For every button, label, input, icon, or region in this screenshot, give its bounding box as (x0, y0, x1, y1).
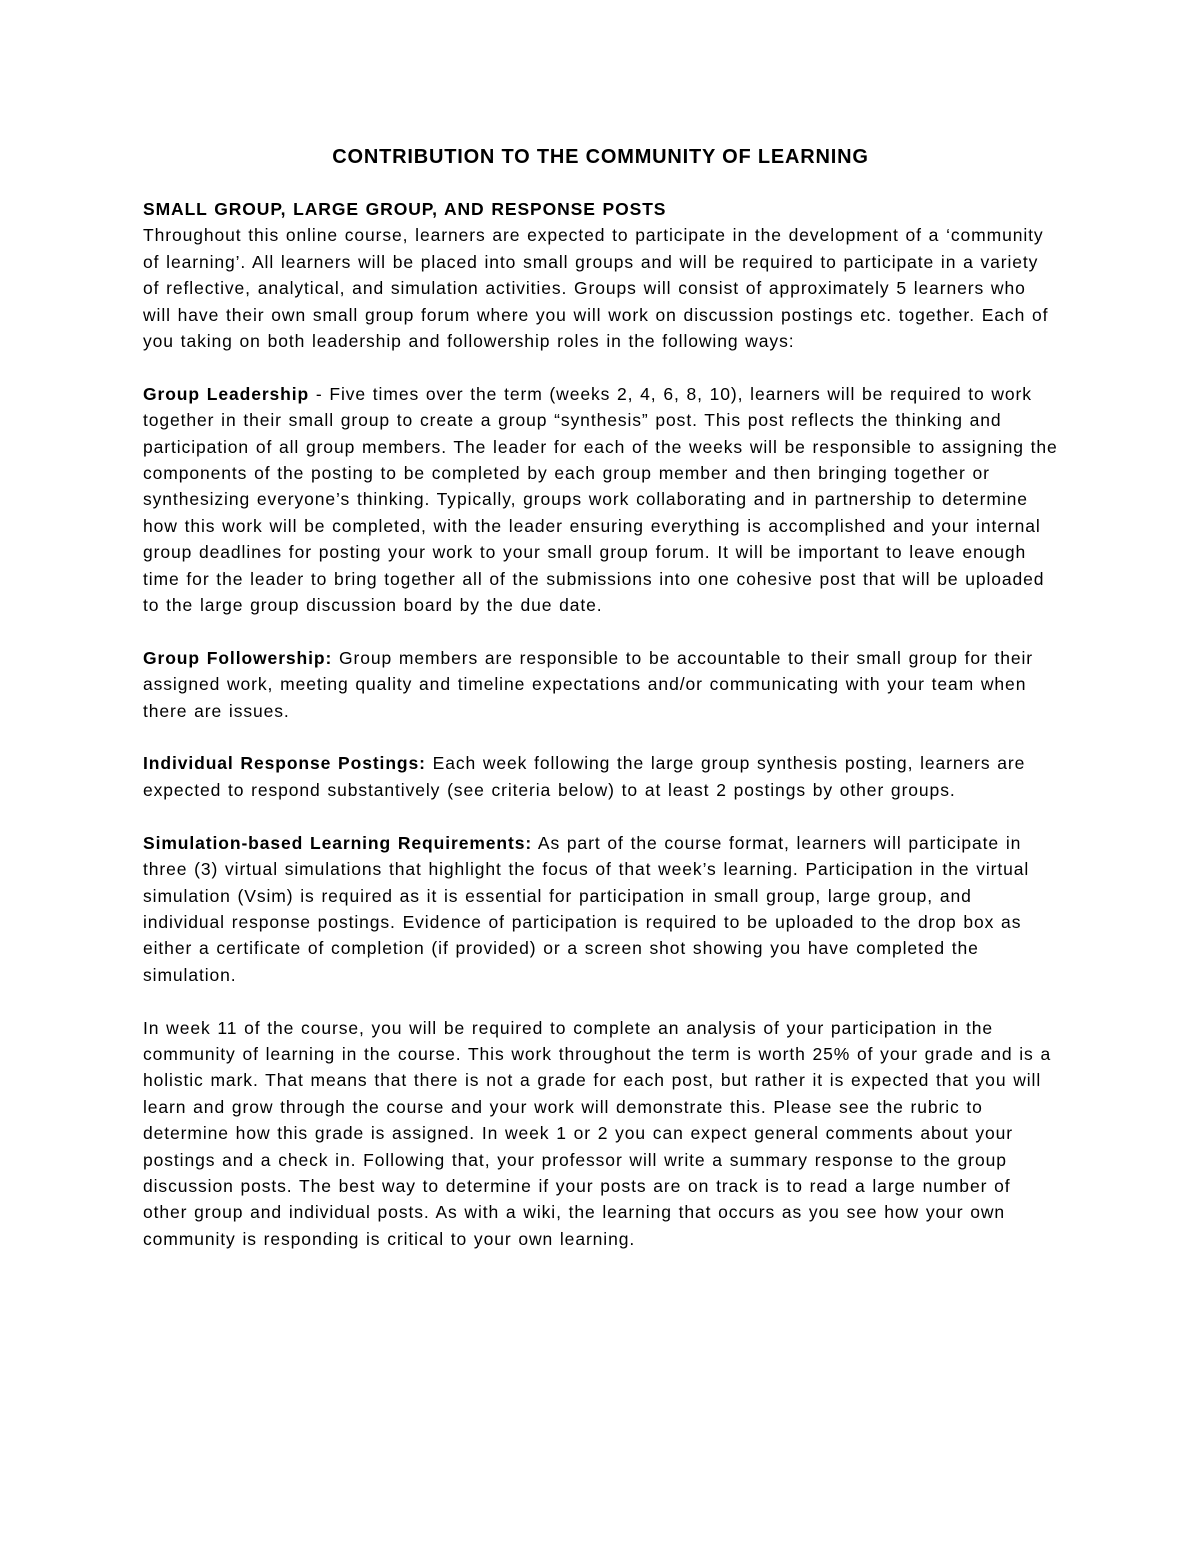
group-followership-text: Group members are responsible to be accountable to their small group for their assigned work, meeting quality and timeline expectations and/or communicating with your team when there are issues. (143, 647, 1034, 721)
simulation-section (143, 830, 1058, 988)
closing-section (143, 1015, 1058, 1253)
group-leadership-section (143, 381, 1058, 619)
simulation-label: Simulation-based Learning Requirements: (143, 832, 533, 853)
group-leadership-text: - Five times over the term (weeks 2, 4, 6, 8, 10), learners will be required to work together in their small group to create a group “synthesis” post. This post reflects the thinking and participation of all group members. The leader for each of the weeks will be responsible to assigning the components of the posting to be completed by each group member and then bringing together or synthesizing everyone’s thinking. Typically, groups work collaborating and in partnership to determine how this work will be completed, with the leader ensuring everything is accomplished and your internal group deadlines for posting your work to your small group forum. It will be important to leave enough time for the leader to bring together all of the submissions into one cohesive post that will be uploaded to the large group discussion board by the due date. (143, 383, 1058, 616)
group-leadership-label: Group Leadership (143, 383, 310, 404)
intro-text: Throughout this online course, learners are expected to participate in the development of a ‘community of learning’. All learners will be placed into small groups and will be required to participate in a variety of reflective, analytical, and simulation activities. Groups will consist of approximately 5 learners who will have their own small group forum where you will work on discussion postings etc. together. Each of you taking on both leadership and followership roles in the following ways: (143, 225, 1049, 352)
individual-response-label: Individual Response Postings: (143, 753, 426, 774)
group-followership-label: Group Followership: (143, 647, 333, 668)
individual-response-section (143, 750, 1058, 803)
document-page (143, 140, 1058, 1279)
simulation-text: As part of the course format, learners will participate in three (3) virtual simulations that highlight the focus of that week’s learning. Participation in the virtual simulation (Vsim) is required as it is essential for participation in small group, large group, and individual response postings. Evidence of participation is required to be uploaded to the drop box as either a certificate of completion (if provided) or a screen shot showing you have completed the simulation. (143, 832, 1030, 985)
group-followership-section (143, 645, 1058, 724)
intro-section (143, 196, 1058, 354)
intro-subheading: SMALL GROUP, LARGE GROUP, AND RESPONSE POSTS (143, 199, 667, 219)
individual-response-text: Each week following the large group synthesis posting, learners are expected to respond substantively (see criteria below) to at least 2 postings by other groups. (143, 753, 1026, 800)
document-title: CONTRIBUTION TO THE COMMUNITY OF LEARNING (332, 146, 869, 168)
closing-text: In week 11 of the course, you will be required to complete an analysis of your participation in the community of learning in the course. This work throughout the term is worth 25% of your grade and is a holistic mark. That means that there is not a grade for each post, but rather it is expected that you will learn and grow through the course and your work will demonstrate this. Please see the rubric to determine how this grade is assigned. In week 1 or 2 you can expect general comments about your postings and a check in. Following that, your professor will write a summary response to the group discussion posts. The best way to determine if your posts are on track is to read a large number of other group and individual posts. As with a wiki, the learning that occurs as you see how your own community is responding is critical to your own learning. (143, 1017, 1052, 1249)
